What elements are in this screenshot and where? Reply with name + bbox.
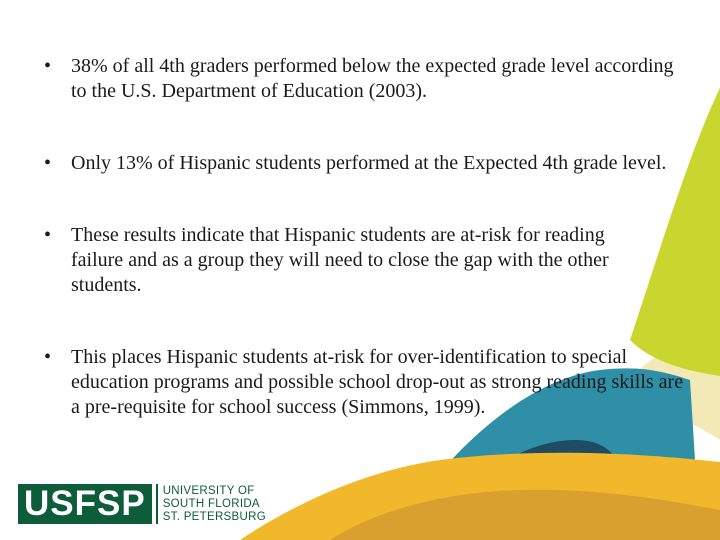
- bullet-item: [44, 223, 661, 298]
- usfsp-logo: [18, 484, 266, 524]
- logo-line-3: ST. PETERSBURG: [162, 511, 266, 523]
- logo-university-name: [163, 485, 266, 523]
- logo-wordmark: USFSP: [18, 484, 152, 524]
- logo-line-2: SOUTH FLORIDA: [162, 498, 260, 510]
- bullet-text: These results indicate that Hispanic students are at-risk for reading failure and as a group they will need to close the gap with the other students.: [71, 224, 609, 296]
- bullet-marker: •: [44, 152, 52, 174]
- bullet-item: [44, 151, 684, 176]
- bullet-text: This places Hispanic students at-risk for over-identification to special education programs and possible school drop-out as strong reading skills are a pre-requisite for school success (Simmons, 1999).: [71, 346, 684, 418]
- bullet-text: Only 13% of Hispanic students performed at the Expected 4th grade level.: [71, 152, 667, 174]
- bullet-item: [44, 54, 684, 104]
- logo-divider: [156, 484, 158, 524]
- bullet-item: [44, 345, 684, 420]
- bullet-marker: •: [44, 224, 52, 246]
- logo-line-1: UNIVERSITY OF: [162, 485, 255, 497]
- bullet-list: [44, 54, 684, 420]
- bullet-text: 38% of all 4th graders performed below the expected grade level according to the U.S. Department of Education (2003).: [71, 55, 674, 102]
- bullet-marker: •: [44, 346, 52, 368]
- bullet-marker: •: [44, 55, 52, 77]
